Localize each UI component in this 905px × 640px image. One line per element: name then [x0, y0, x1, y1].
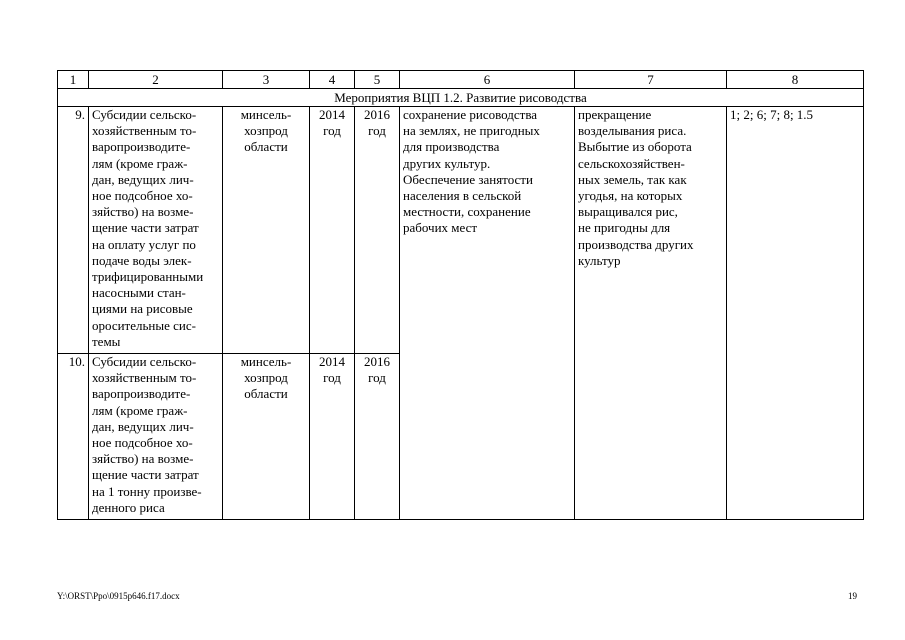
- column-number: 3: [223, 71, 310, 89]
- column-number: 8: [727, 71, 864, 89]
- column-number: 2: [89, 71, 223, 89]
- start-year: 2014 год: [319, 354, 345, 386]
- measure-name: Субсидии сельско- хозяйственным то- варопроизводите- лям (кроме граж- дан, ведущих лич- ное подсобное хо- зяйство) на возме- щение части затрат на оплату услуг по подаче воды элек- трифицированными насосными стан- циями на рисовые оросительные сис- темы: [92, 107, 204, 349]
- start-year: 2014 год: [319, 107, 345, 139]
- column-number: 7: [575, 71, 727, 89]
- end-year: 2016 год: [364, 107, 390, 139]
- page-number: 19: [848, 591, 857, 601]
- row-number: 9.: [58, 107, 89, 354]
- end-year: 2016 год: [364, 354, 390, 386]
- column-number: 4: [310, 71, 355, 89]
- program-measures-table: [57, 70, 864, 520]
- column-number: 6: [400, 71, 575, 89]
- column-number-row: [58, 71, 864, 89]
- document-path: Y:\ORST\Ppo\0915p646.f17.docx: [57, 591, 180, 601]
- column-number: 1: [58, 71, 89, 89]
- section-title: Мероприятия ВЦП 1.2. Развитие рисоводства: [58, 89, 864, 107]
- related-indicators: 1; 2; 6; 7; 8; 1.5: [730, 107, 814, 122]
- table-row: [58, 107, 864, 354]
- executor: минсель- хозпрод области: [240, 107, 292, 155]
- executor: минсель- хозпрод области: [240, 354, 292, 402]
- expected-result: сохранение рисоводства на землях, не пригодных для производства других культур. Обеспечение занятости населения в сельской местности, сохранение рабочих мест: [403, 107, 540, 236]
- row-number: 10.: [58, 354, 89, 520]
- column-number: 5: [355, 71, 400, 89]
- section-row: [58, 89, 864, 107]
- measure-name: Субсидии сельско- хозяйственным то- варопроизводите- лям (кроме граж- дан, ведущих лич- ное подсобное хо- зяйство) на возме- щение части затрат на 1 тонну произве- денного риса: [92, 354, 202, 515]
- non-implementation-consequences: прекращение возделывания риса. Выбытие из оборота сельскохозяйствен- ных земель, так как угодья, на которых выращивался рис, не пригодны для производства других культур: [578, 107, 694, 268]
